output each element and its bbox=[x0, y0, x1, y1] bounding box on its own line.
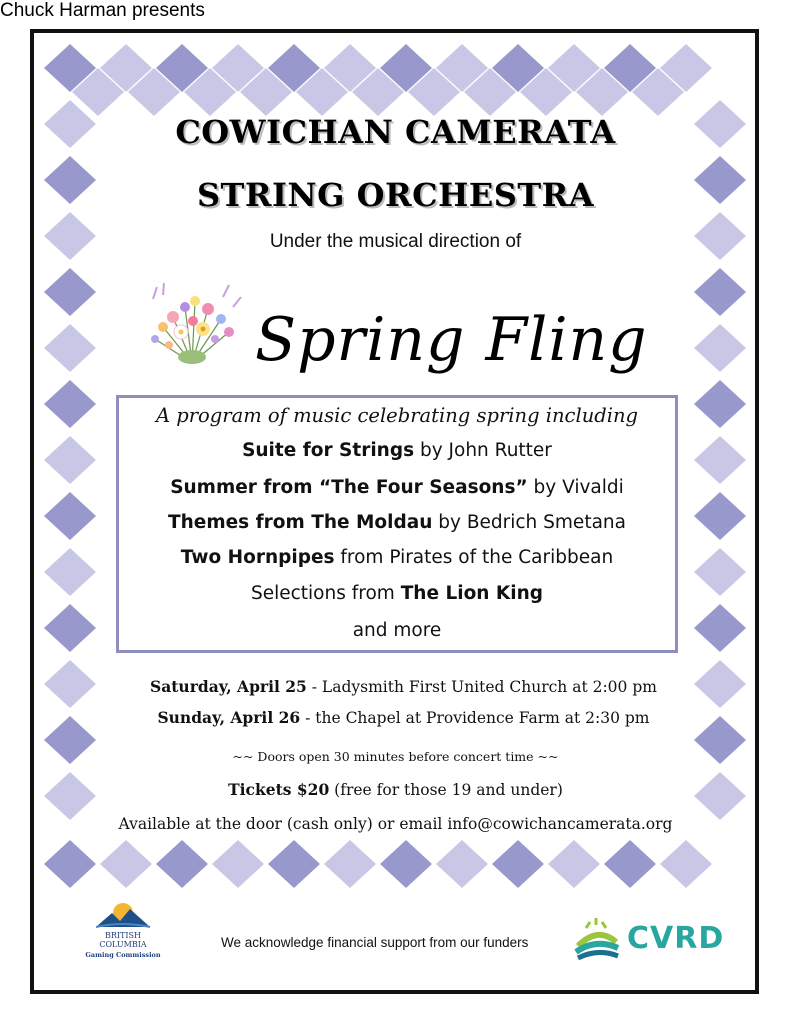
funder-acknowledgement: We acknowledge financial support from our funders bbox=[221, 935, 529, 950]
program-intro: A program of music celebrating spring including bbox=[155, 404, 639, 427]
program-item-detail: by Vivaldi bbox=[527, 477, 624, 498]
tickets-price: Tickets $20 bbox=[228, 780, 330, 799]
subtitle-line-2: Chuck Harman presents bbox=[0, 0, 205, 21]
performance-day: Saturday, April 25 bbox=[150, 677, 307, 696]
performance-day: Sunday, April 26 bbox=[157, 708, 301, 727]
performance-date bbox=[8, 677, 791, 696]
bc-logo-line1: BRITISH bbox=[104, 931, 142, 940]
flower-bouquet-icon bbox=[133, 277, 251, 365]
tickets-line bbox=[0, 780, 791, 799]
program-item-title: Two Hornpipes bbox=[180, 547, 335, 568]
title-line-2: STRING ORCHESTRA bbox=[196, 176, 595, 214]
event-title: Spring Fling bbox=[255, 305, 648, 375]
program-item-detail: from Pirates of the Caribbean bbox=[334, 547, 614, 568]
subtitle-line-1: Under the musical direction of bbox=[269, 231, 522, 252]
program-item-title: Suite for Strings bbox=[242, 440, 415, 461]
program-item-text: and more bbox=[352, 620, 442, 641]
program-item bbox=[119, 477, 675, 498]
doors-note: ~~ Doors open 30 minutes before concert time ~~ bbox=[232, 749, 559, 764]
performance-detail: - the Chapel at Providence Farm at 2:30 pm bbox=[300, 709, 650, 727]
performance-detail: - Ladysmith First United Church at 2:00 pm bbox=[306, 678, 657, 696]
program-item bbox=[119, 547, 675, 568]
program-item bbox=[119, 512, 675, 533]
program-item-title: Themes from The Moldau bbox=[168, 512, 433, 533]
program-item bbox=[119, 440, 675, 461]
bc-logo-line2: COLUMBIA bbox=[99, 940, 147, 949]
title-line-1: COWICHAN CAMERATA bbox=[175, 113, 616, 151]
program-item bbox=[119, 620, 675, 641]
program-item-prefix: Selections from bbox=[250, 583, 401, 604]
program-item bbox=[119, 583, 675, 604]
program-item-title: Summer from “The Four Seasons” bbox=[170, 477, 528, 498]
bc-logo-line3: Gaming Commission bbox=[85, 951, 161, 959]
program-item-title: The Lion King bbox=[400, 583, 544, 604]
program-box bbox=[116, 395, 678, 653]
program-item-detail: by John Rutter bbox=[414, 440, 552, 461]
program-item-detail: by Bedrich Smetana bbox=[432, 512, 626, 533]
availability-line: Available at the door (cash only) or email info@cowichancamerata.org bbox=[118, 815, 673, 833]
tickets-detail: (free for those 19 and under) bbox=[329, 781, 563, 799]
bc-gaming-commission-logo bbox=[78, 897, 168, 961]
performance-date bbox=[8, 708, 791, 727]
cvrd-logo-text: CVRD bbox=[627, 921, 725, 956]
